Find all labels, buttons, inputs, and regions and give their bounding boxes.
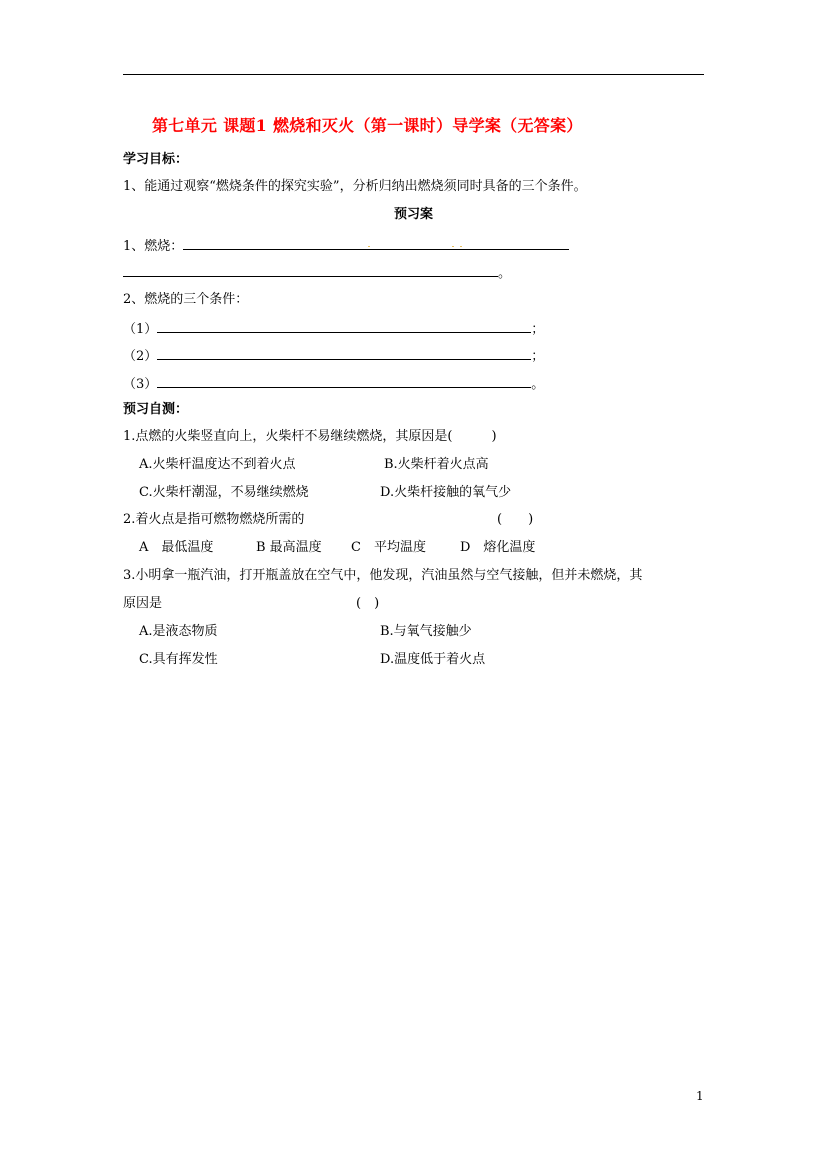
question-2-option-d[interactable]: D 熔化温度 xyxy=(460,540,536,555)
answer-blank[interactable] xyxy=(157,320,531,333)
answer-blank[interactable] xyxy=(157,347,531,360)
preview-q1-cont xyxy=(123,264,511,280)
question-1-option-a[interactable]: A.火柴杆温度达不到着火点 xyxy=(139,457,296,472)
question-1-option-b[interactable]: B.火柴杆着火点高 xyxy=(384,457,489,472)
selftest-heading: 预习自测： xyxy=(123,402,189,417)
answer-blank[interactable] xyxy=(183,237,569,250)
condition-3 xyxy=(123,375,544,391)
question-3-stem-line1: 3.小明拿一瓶汽油，打开瓶盖放在空气中，他发现，汽油虽然与空气接触，但并未燃烧，其 xyxy=(123,568,643,583)
question-2-answer-paren: ( ) xyxy=(497,512,534,527)
question-1-option-c[interactable]: C.火柴杆潮湿，不易继续燃烧 xyxy=(139,485,309,500)
condition-1-end: ； xyxy=(531,322,545,337)
decorative-dot xyxy=(452,246,454,247)
question-1-option-d[interactable]: D.火柴杆接触的氧气少 xyxy=(380,485,512,500)
question-3-stem-line2: 原因是 xyxy=(123,596,163,611)
question-1-stem: 1.点燃的火柴竖直向上，火柴杆不易继续燃烧，其原因是( ) xyxy=(123,429,497,444)
question-2-option-b[interactable]: B 最高温度 xyxy=(256,540,322,555)
header-rule xyxy=(123,74,704,75)
question-3-option-a[interactable]: A.是液态物质 xyxy=(139,624,218,639)
objective-item: 1、能通过观察“燃烧条件的探究实验”，分析归纳出燃烧须同时具备的三个条件。 xyxy=(123,179,587,194)
preview-q2-label: 2、燃烧的三个条件： xyxy=(123,292,249,307)
question-3-answer-paren: ( ) xyxy=(356,596,380,611)
condition-1-label: （1） xyxy=(123,322,158,337)
condition-3-end: 。 xyxy=(531,377,545,392)
preview-q1 xyxy=(123,237,569,253)
page-title: 第七单元 课题1 燃烧和灭火（第一课时）导学案（无答案） xyxy=(152,116,583,135)
condition-2-end: ； xyxy=(531,349,545,364)
answer-blank[interactable] xyxy=(157,375,531,388)
answer-blank[interactable] xyxy=(123,264,498,277)
condition-2-label: （2） xyxy=(123,349,158,364)
decorative-dot xyxy=(460,246,462,247)
question-2-option-c[interactable]: C 平均温度 xyxy=(351,540,426,555)
condition-2 xyxy=(123,347,544,363)
question-3-option-d[interactable]: D.温度低于着火点 xyxy=(380,652,486,667)
question-3-option-b[interactable]: B.与氧气接触少 xyxy=(380,624,472,639)
condition-3-label: （3） xyxy=(123,377,158,392)
objectives-heading: 学习目标： xyxy=(123,152,189,167)
question-3-option-c[interactable]: C.具有挥发性 xyxy=(139,652,218,667)
question-2-stem: 2.着火点是指可燃物燃烧所需的 xyxy=(123,512,305,527)
preview-heading: 预习案 xyxy=(393,207,433,222)
condition-1 xyxy=(123,320,544,336)
page-number: 1 xyxy=(696,1089,704,1103)
preview-q1-label: 1、燃烧： xyxy=(123,239,184,254)
question-2-option-a[interactable]: A 最低温度 xyxy=(139,540,214,555)
preview-q1-end: 。 xyxy=(498,266,512,281)
decorative-dot xyxy=(368,246,370,247)
